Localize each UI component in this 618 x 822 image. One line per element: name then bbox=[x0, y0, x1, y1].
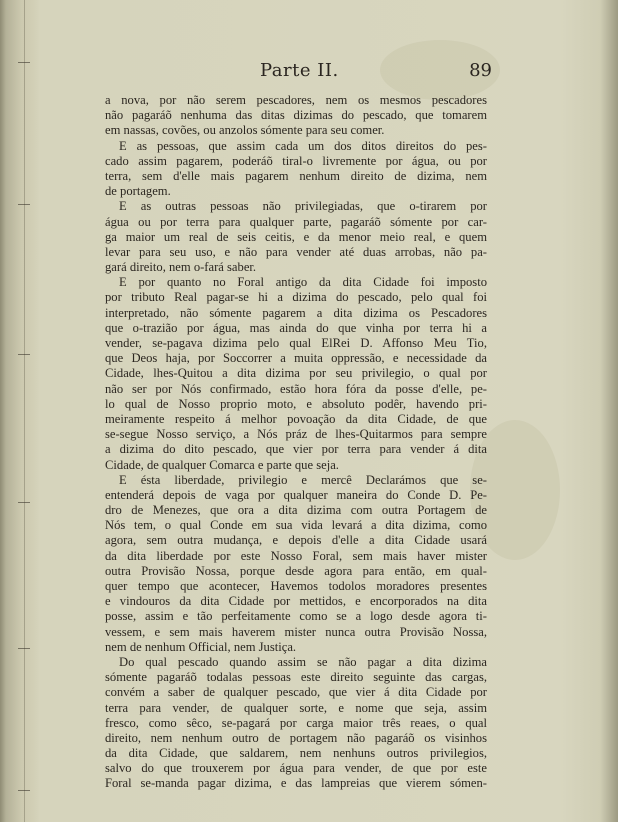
text-line: entenderá depois de vaga por qualquer maneira do Conde D. Pe- bbox=[105, 487, 487, 502]
text-line: ga maior um real de seis ceitis, e da menor meio real, e quem bbox=[105, 229, 487, 244]
text-line: E as pessoas, que assim cada um dos ditos direitos do pes- bbox=[119, 138, 487, 153]
text-line: não ser por Nós confirmado, estão hora fóra da posse d'elle, pe- bbox=[105, 381, 487, 396]
margin-tick bbox=[18, 790, 30, 791]
text-line: lo qual de Nosso proprio moto, e absoluto podêr, havendo pri- bbox=[105, 396, 487, 411]
text-line: cado assim pagarem, poderáõ tiral-o livremente por água, ou por bbox=[105, 153, 487, 168]
page-header bbox=[100, 60, 492, 86]
text-line: Cidade, lhes-Quitou a dita dizima por seu privilegio, o qual por bbox=[105, 366, 487, 381]
text-line: terra, sem d'elle mais pagarem nenhum direito de dizima, nem bbox=[105, 168, 487, 183]
text-line: e vindouros da dita Cidade por mettidos, e encorporados na dita bbox=[105, 594, 487, 609]
margin-tick bbox=[18, 62, 30, 63]
text-line: da dita liberdade por este Nosso Foral, sem mais haver mister bbox=[105, 548, 487, 563]
margin-tick bbox=[18, 354, 30, 355]
margin-tick bbox=[18, 204, 30, 205]
text-line: quer tempo que acontecer, Havemos todolos moradores presentes bbox=[105, 579, 487, 593]
text-line: Foral se-manda pagar dizima, e das lampreias que vierem sómen- bbox=[105, 776, 487, 791]
text-line: direito, nem nenhum outro de portagem não pagaráõ os visinhos bbox=[105, 730, 487, 745]
text-line: vender, se-pagava dizima pelo qual ElRei D. Affonso Meu Tio, bbox=[105, 336, 487, 350]
text-line: de portagem. bbox=[105, 184, 171, 199]
text-line: sómente pagaráõ todalas pessoas este direito seguinte das cargas, bbox=[105, 670, 487, 685]
text-line: convém a saber de qualquer pescado, que vier á dita Cidade por bbox=[105, 685, 487, 700]
text-line: fresco, como sêco, se-pagará por carga maior três reaes, o qual bbox=[105, 715, 487, 730]
text-line: que o-trazião por água, mas ainda do que vinha por terra hi a bbox=[105, 320, 487, 335]
running-title: Parte II. bbox=[260, 60, 339, 81]
text-line: E por quanto no Foral antigo da dita Cidade foi imposto bbox=[119, 275, 487, 290]
text-line: interpretado, não sómente pagarem a dita dizima os Pescadores bbox=[105, 305, 487, 320]
text-line: terra para vender, de qualquer sorte, e nome que seja, assim bbox=[105, 700, 487, 715]
text-line: vessem, e sem mais haverem mister nunca outra Provisão Nossa, bbox=[105, 624, 487, 639]
text-line: dro de Menezes, que ora a dita dizima com outra Portagem de bbox=[105, 503, 487, 518]
binding-gutter bbox=[0, 0, 40, 822]
body-text bbox=[105, 93, 487, 792]
margin-tick bbox=[18, 648, 30, 649]
text-line: E as outras pessoas não privilegiadas, que o-tirarem por bbox=[119, 199, 487, 214]
text-line: E ésta liberdade, privilegio e mercê Declarámos que se- bbox=[119, 472, 487, 487]
text-line: se-segue Nosso serviço, a Nós práz de lhes-Quitarmos para sempre bbox=[105, 427, 487, 442]
text-line: gará direito, nem o-fará saber. bbox=[105, 260, 257, 275]
text-line: outra Provisão Nossa, porque desde agora para então, em qual- bbox=[105, 563, 487, 578]
text-line: salvo do que trouxerem por água para vender, de que por este bbox=[105, 761, 487, 776]
text-line: em nassas, covões, ou anzolos sómente para seu comer. bbox=[105, 123, 385, 138]
fold-line bbox=[24, 0, 25, 822]
text-line: da dita Cidade, que saldarem, nem nenhuns outros privilegios, bbox=[105, 746, 487, 761]
text-line: Do qual pescado quando assim se não pagar a dita dizima bbox=[119, 654, 487, 669]
text-line: por tributo Real pagar-se hi a dizima do pescado, pelo qual foi bbox=[105, 290, 487, 305]
text-line: agora, sem outra mudança, e depois d'elle a dita Cidade usará bbox=[105, 533, 487, 548]
text-line: não pagaráõ nenhuma das ditas dizimas do pescado, que tomarem bbox=[105, 108, 487, 123]
text-line: levar para seu uso, e não para vender até duas arrobas, não pa- bbox=[105, 244, 487, 259]
text-line: nem de nenhum Official, nem Justiça. bbox=[105, 639, 297, 654]
margin-tick bbox=[18, 502, 30, 503]
text-line: meiramente respeito á melhor povoação da dita Cidade, de que bbox=[105, 411, 487, 426]
text-line: água ou por terra para qualquer parte, pagaráõ sómente por car- bbox=[105, 214, 487, 229]
text-line: a nova, por não serem pescadores, nem os mesmos pescadores bbox=[105, 93, 487, 107]
text-line: Cidade, de qualquer Comarca e parte que seja. bbox=[105, 457, 339, 472]
text-line: Nós tem, o qual Conde em sua vida levará a dita dizima, como bbox=[105, 518, 487, 533]
text-line: que Deos haja, por Soccorrer a muita oppressão, e necessidade da bbox=[105, 351, 487, 366]
text-line: a dizima do dito pescado, que vier por terra para vender á dita bbox=[105, 442, 487, 457]
text-line: posse, assim e tão perfeitamente como se a logo desde agora ti- bbox=[105, 609, 487, 624]
page-number: 89 bbox=[469, 60, 492, 81]
